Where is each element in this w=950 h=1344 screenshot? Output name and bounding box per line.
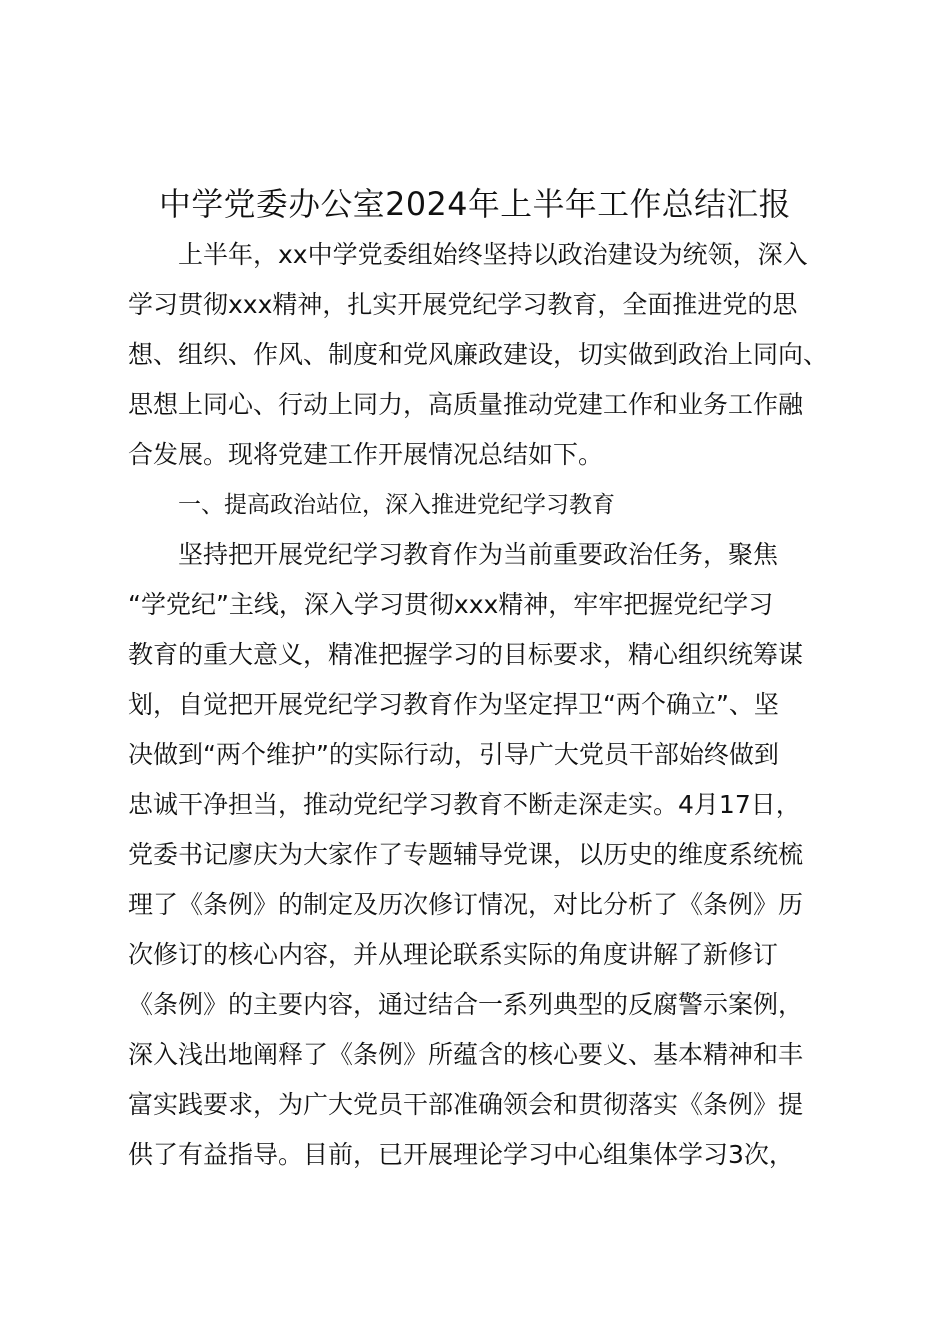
section-1-line-3: 教育的重大意义，精准把握学习的目标要求，精心组织统筹谋	[128, 640, 804, 669]
intro-line-3: 想、组织、作风、制度和党风廉政建设，切实做到政治上同向、	[128, 340, 829, 369]
section-1-line-4: 划，自觉把开展党纪学习教育作为坚定捍卫“两个确立”、坚	[128, 690, 779, 719]
section-1-line-2: “学党纪”主线，深入学习贯彻xxx精神，牢牢把握党纪学习	[128, 590, 774, 619]
section-1-line-8: 理了《条例》的制定及历次修订情况，对比分析了《条例》历	[128, 890, 804, 919]
section-1-line-13: 供了有益指导。目前，已开展理论学习中心组集体学习3次，	[128, 1140, 794, 1169]
section-1-line-9: 次修订的核心内容，并从理论联系实际的角度讲解了新修订	[128, 940, 779, 969]
section-1-line-11: 深入浅出地阐释了《条例》所蕴含的核心要义、基本精神和丰	[128, 1040, 804, 1069]
section-1-line-10: 《条例》的主要内容，通过结合一系列典型的反腐警示案例，	[128, 990, 804, 1019]
intro-line-2: 学习贯彻xxx精神，扎实开展党纪学习教育，全面推进党的思	[128, 290, 798, 319]
intro-line-1: 上半年，xx中学党委组始终坚持以政治建设为统领，深入	[178, 240, 808, 269]
intro-line-5: 合发展。现将党建工作开展情况总结如下。	[128, 440, 604, 469]
section-1-line-1: 坚持把开展党纪学习教育作为当前重要政治任务，聚焦	[178, 540, 779, 569]
intro-line-4: 思想上同心、行动上同力，高质量推动党建工作和业务工作融	[128, 390, 804, 419]
section-1-line-12: 富实践要求，为广大党员干部准确领会和贯彻落实《条例》提	[128, 1090, 804, 1119]
section-1-line-7: 党委书记廖庆为大家作了专题辅导党课，以历史的维度系统梳	[128, 840, 804, 869]
section-1-line-5: 决做到“两个维护”的实际行动，引导广大党员干部始终做到	[128, 740, 779, 769]
section-1-heading: 一、提高政治站位，深入推进党纪学习教育	[178, 492, 615, 518]
section-1-line-6: 忠诚干净担当，推动党纪学习教育不断走深走实。4月17日，	[128, 790, 801, 819]
document-title: 中学党委办公室2024年上半年工作总结汇报	[159, 186, 791, 223]
